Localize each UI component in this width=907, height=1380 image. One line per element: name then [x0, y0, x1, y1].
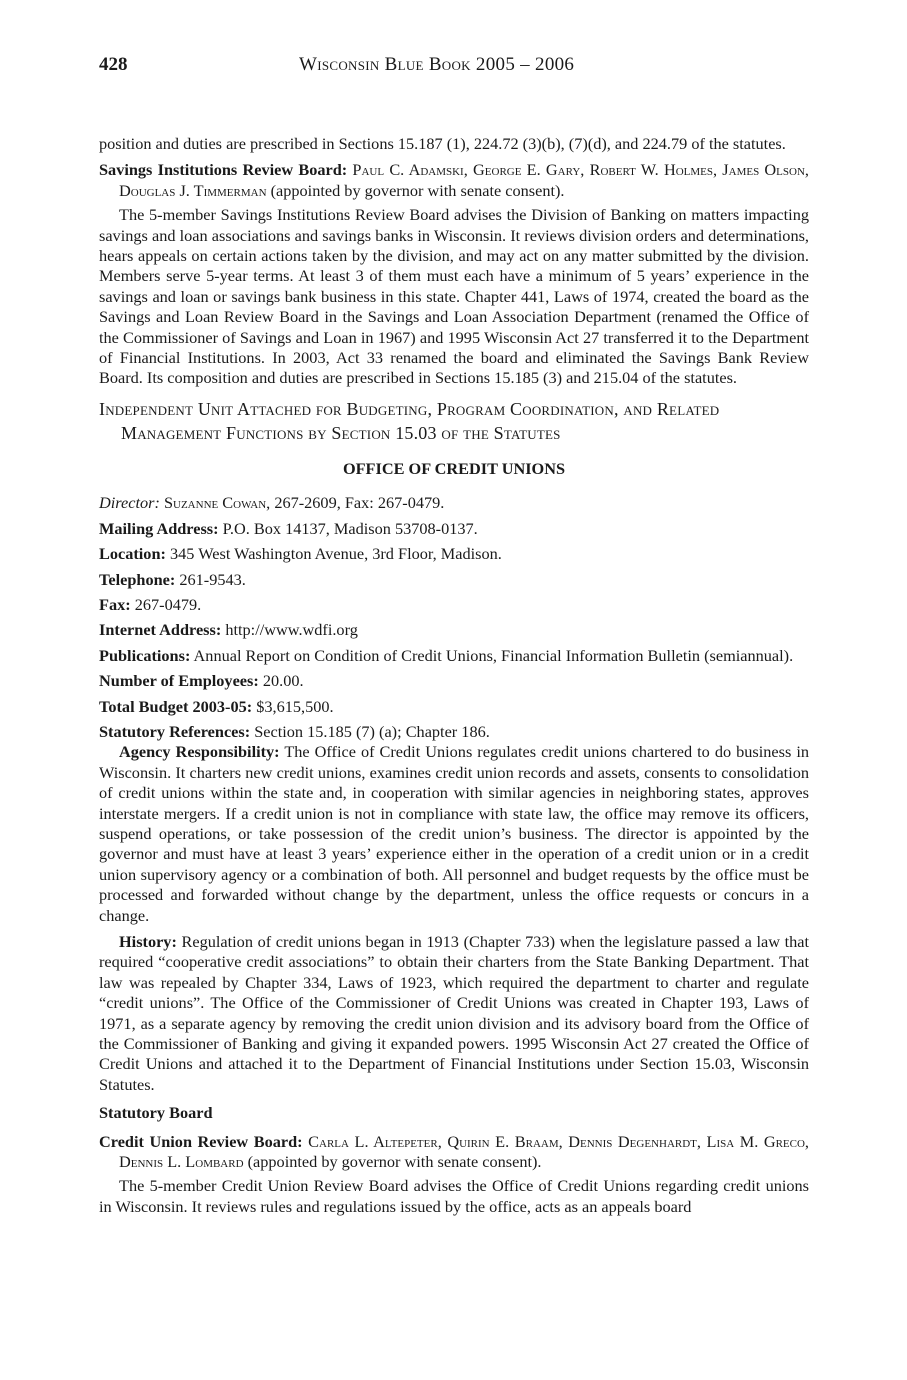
director-name: Suzanne Cowan — [163, 493, 267, 513]
budget-label: Total Budget 2003-05: — [99, 696, 253, 716]
internet-address-line — [99, 620, 809, 640]
agency-responsibility-text: The Office of Credit Unions regulates credit unions chartered to do business in Wisconsin. It charters new credit unions, examines credit union records and assets, consents to consolidation of credit unions within the state and, in cooperation with similar agencies in neighboring states, approves interstate mergers. If a credit union is not in compliance with state law, the office may remove its officers, suspend operations, or take possession of the credit union’s business. The director is appointed by the governor and must have at least 3 years’ experience either in the operation of a credit union or in a credit union supervisory agency or a combination of both. All personnel and budget requests by the office must be processed and forwarded without change by the department, unless the office requests or concurs in a change. — [99, 742, 809, 925]
telephone-line — [99, 570, 809, 590]
statutory-board-heading: Statutory Board — [99, 1103, 213, 1123]
director-line — [99, 493, 809, 513]
location-label: Location: — [99, 544, 166, 564]
internet-address-label: Internet Address: — [99, 620, 222, 640]
statutory-references-value: Section 15.185 (7) (a); Chapter 186. — [250, 721, 490, 741]
credit-union-board-entry — [99, 1132, 809, 1173]
director-label: Director: — [99, 493, 160, 513]
continuation-paragraph: position and duties are prescribed in Sections 15.187 (1), 224.72 (3)(b), (7)(d), and 224.79 of the statutes. — [99, 134, 786, 153]
employees-line — [99, 671, 809, 691]
mailing-address-value: P.O. Box 14137, Madison 53708-0137. — [218, 518, 478, 538]
credit-union-board-description: The 5-member Credit Union Review Board advises the Office of Credit Unions regarding credit unions in Wisconsin. It reviews rules and regulations issued by the office, acts as an appeals board — [99, 1176, 809, 1216]
history-text: Regulation of credit unions began in 1913 (Chapter 733) when the legislature passed a law that required “cooperative credit associations” to obtain their charters from the State Banking Department. That law was repealed by Chapter 334, Laws of 1923, which required the department to charter and regulate “credit unions”. The Office of the Commissioner of Credit Unions was created in Chapter 193, Laws of 1971, as a separate agency by removing the credit union division and its advisory board from the Office of the Commissioner of Banking and giving it expanded powers. 1995 Wisconsin Act 27 created the Office of Credit Unions and attached it to the Department of Financial Institutions under Section 15.03, Wisconsin Statutes. — [99, 932, 809, 1094]
credit-union-board-appointment: (appointed by governor with senate consent). — [247, 1152, 542, 1172]
director-contact: , 267-2609, Fax: 267-0479. — [266, 493, 445, 513]
credit-union-board-members: Carla L. Altepeter, Quirin E. Braam, Dennis Degenhardt, Lisa M. Greco, Dennis L. Lombard — [119, 1131, 810, 1172]
location-line — [99, 544, 809, 564]
fax-line — [99, 595, 809, 615]
savings-board-description: The 5-member Savings Institutions Review Board advises the Division of Banking on matters impacting savings and loan associations and savings banks in Wisconsin. It reviews division orders and determinations, hears appeals on certain actions taken by the division, and may act on any matter submitted by the division. Members serve 5-year terms. At least 3 of them must each have a minimum of 5 years’ experience in the savings and loan or savings bank business in this state. Chapter 441, Laws of 1974, created the board as the Savings and Loan Review Board in the Savings and Loan Association Department (renamed the Office of the Commissioner of Savings and Loan in 1967) and 1995 Wisconsin Act 27 transferred it to the Department of Financial Institutions. In 2003, Act 33 renamed the board and eliminated the Savings Bank Review Board. Its composition and duties are prescribed in Sections 15.185 (3) and 215.04 of the statutes. — [99, 205, 809, 388]
mailing-address-line — [99, 519, 809, 539]
agency-responsibility-label: Agency Responsibility: — [119, 742, 280, 762]
fax-value: 267-0479. — [130, 594, 202, 614]
savings-board-label: Savings Institutions Review Board: — [99, 160, 348, 180]
credit-union-board-label: Credit Union Review Board: — [99, 1131, 303, 1151]
telephone-label: Telephone: — [99, 569, 176, 589]
agency-responsibility-paragraph — [99, 742, 809, 926]
publications-line — [99, 646, 809, 666]
savings-board-appointment: (appointed by governor with senate consent). — [270, 180, 565, 200]
employees-value: 20.00. — [258, 671, 304, 691]
budget-value: $3,615,500. — [252, 696, 334, 716]
document-page — [99, 54, 810, 1216]
running-header — [99, 54, 809, 84]
location-value: 345 West Washington Avenue, 3rd Floor, Madison. — [165, 544, 502, 564]
office-title: OFFICE OF CREDIT UNIONS — [342, 458, 566, 478]
savings-board-entry — [99, 160, 809, 201]
mailing-address-label: Mailing Address: — [99, 518, 219, 538]
page-body — [99, 134, 809, 1217]
history-label: History: — [119, 932, 177, 951]
section-heading: Independent Unit Attached for Budgeting, Program Coordination, and Related Management Functions by Section 15.03 of the Statutes — [99, 398, 720, 443]
fax-label: Fax: — [99, 594, 131, 614]
savings-board-members: Paul C. Adamski, George E. Gary, Robert W. Holmes, James Olson, Douglas J. Timmerman — [119, 160, 809, 200]
telephone-value: 261-9543. — [175, 569, 246, 589]
internet-address-link[interactable]: http://www.wdfi.org — [221, 620, 358, 640]
employees-label: Number of Employees: — [99, 671, 259, 691]
history-paragraph — [99, 932, 809, 1095]
page-number: 428 — [99, 54, 128, 75]
publications-value: Annual Report on Condition of Credit Unions, Financial Information Bulletin (semiannual). — [190, 645, 794, 665]
statutory-references-line — [99, 722, 809, 742]
book-title: Wisconsin Blue Book 2005 – 2006 — [299, 54, 575, 75]
budget-line — [99, 697, 809, 717]
statutory-references-label: Statutory References: — [99, 721, 251, 741]
publications-label: Publications: — [99, 645, 191, 665]
